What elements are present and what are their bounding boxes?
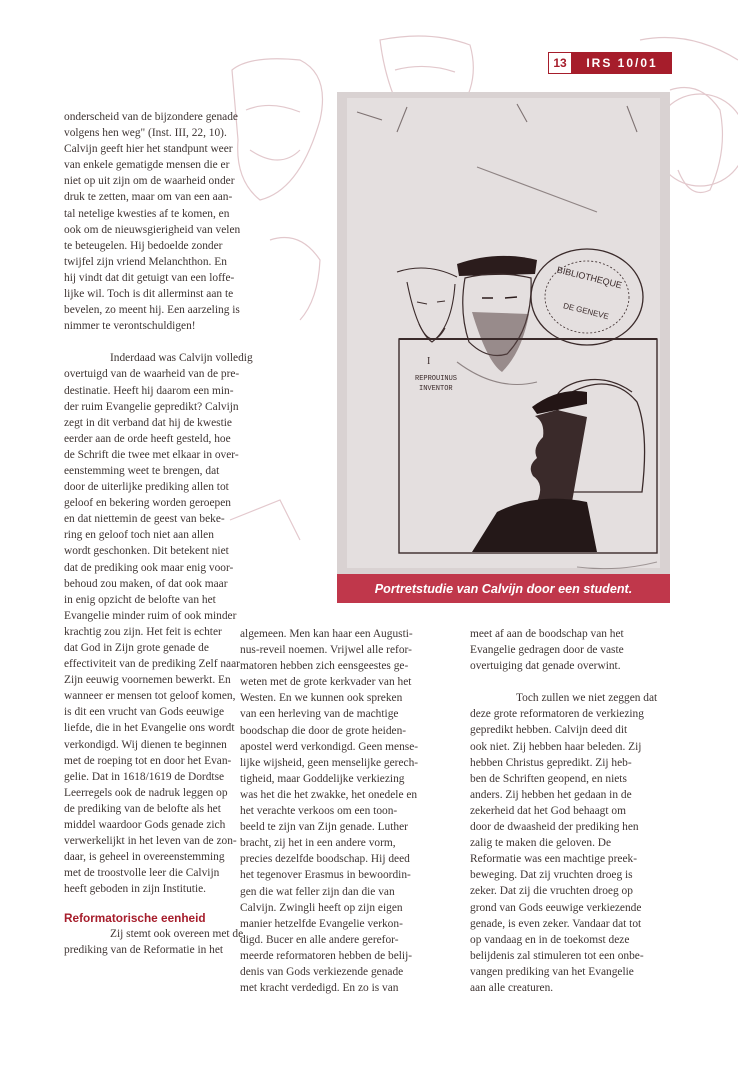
text-line: precies dezelfde boodschap. Hij deed [240, 853, 410, 866]
text-line: nimmer te verontschuldigen! [64, 320, 196, 333]
text-line: daar, is geheel in overeenstemming [64, 851, 225, 864]
text-line: weten met de grote kerkvader van het [240, 676, 412, 689]
text-line: dat de prediking ook maar enig voor- [64, 561, 234, 574]
roman-numeral: I [427, 356, 431, 367]
text-line: Zijn eeuwig voornemen bewerkt. En [64, 674, 231, 687]
text-line: volgens hen weg" (Inst. III, 22, 10). [64, 127, 227, 140]
text-line: was het die het zwakke, het onedele en [240, 788, 418, 801]
text-line: door de dwaasheid der prediking hen [470, 821, 639, 834]
text-line: belijdenis zal stimuleren tot een onbe- [470, 949, 644, 962]
text-line: meerde reformatoren hebben de belij- [240, 949, 413, 962]
text-line: digd. Bucer en alle andere gerefor- [240, 933, 399, 946]
text-line: Calvijn. Zwingli heeft op zijn eigen [240, 901, 403, 914]
issue-label: IRS 10/01 [572, 52, 672, 74]
text-line: grond van Gods eeuwige verkiezende [470, 901, 642, 914]
text-column-3 [470, 626, 675, 996]
text-line: matoren hebben zich eensgeestes ge- [240, 660, 409, 673]
text-line: Zij stemt ook overeen met de [110, 927, 244, 940]
text-line: gen die wat feller zijn dan die van [240, 885, 395, 898]
text-line: der ruim Evangelie gepredikt? Calvijn [64, 400, 239, 413]
text-line: hij vindt dat dit getuigt van een loffe- [64, 271, 235, 284]
text-line: ook niet. Zij hebben haar beleden. Zij [470, 740, 642, 753]
text-line: van een herleving van de machtige [240, 708, 399, 721]
text-line: Leerregels ook de nadruk leggen op [64, 786, 228, 799]
text-line: het verachte verkoos om een toon- [240, 805, 398, 818]
stamp-line-2: DE GENEVE [562, 301, 610, 322]
text-line: te beteugelen. Hij bedoelde zonder [64, 239, 223, 252]
text-line: door de uiterlijke prediking allen tot [64, 481, 229, 494]
text-line: eerder aan de orde heeft gesteld, hoe [64, 432, 231, 445]
text-line: prediking van de Reformatie in het [64, 943, 224, 956]
text-line: druk te zetten, maar om van een aan- [64, 191, 233, 204]
text-line: wanneer er mensen tot geloof komen, [64, 690, 236, 703]
text-line: gepredikt hebben. Calvijn deed dit [470, 724, 628, 737]
text-line: dat God in Zijn grote genade de [64, 642, 209, 654]
text-line: in enig opzicht de belofte van het [64, 593, 216, 606]
page-number: 13 [548, 52, 572, 74]
caption-text: Portretstudie van Calvijn door een student. [374, 581, 633, 596]
text-line: overtuiging dat genade overwint. [470, 660, 621, 673]
text-line: zekerheid dat het God behaagt om [470, 804, 626, 817]
text-line: niet op uit zijn om de waarheid onder [64, 175, 235, 188]
text-column-1 [64, 109, 254, 958]
text-column-2 [240, 626, 445, 996]
annotation-line-1: REPROUINUS [415, 375, 458, 383]
text-line: het tegenover Erasmus in bewoordin- [240, 869, 411, 882]
text-line: behoud zou maken, of dat ook maar [64, 577, 228, 590]
calvin-portrait-figure [337, 92, 670, 603]
text-line: onderscheid van de bijzondere genade [64, 111, 238, 123]
text-line: genade, is even zeker. Vandaar dat tot [470, 917, 642, 930]
text-line: zalig te maken die geloven. De [470, 837, 612, 850]
figure-caption [337, 574, 670, 603]
text-line: met kracht verdedigd. En zo is van [240, 982, 399, 995]
text-line: Reformatie was een machtige preek- [470, 853, 637, 866]
text-line: destinatie. Heeft hij daarom een min- [64, 384, 234, 397]
text-line: Evangelie gedragen door de vaste [470, 644, 624, 657]
text-line: deze grote reformatoren de verkiezing [470, 708, 644, 721]
text-line: middel waardoor Gods genade zich [64, 819, 226, 832]
text-line: de Schrift die twee met elkaar in over- [64, 448, 239, 461]
stamp-line-1: BIBLIOTHEQUE [555, 264, 623, 291]
text-line: lijke wil. Toch is dit allerminst aan te [64, 288, 234, 301]
text-line: hebben Christus gepredikt. Zij heb- [470, 756, 632, 769]
text-line: zeker. Dat zij die vruchten droeg op [470, 885, 633, 898]
text-line: beweging. Dat zij vruchten droeg is [470, 869, 633, 882]
text-line: op vandaag en in de toekomst deze [470, 933, 630, 946]
text-line: anders. Zij hebben het gedaan in de [470, 788, 632, 801]
text-line: verwerkelijkt in het leven van de zon- [64, 835, 237, 848]
text-line: overtuigd van de waarheid van de pre- [64, 368, 240, 381]
text-line: krachtig zou zijn. Het feit is echter [64, 625, 222, 638]
text-line: twijfel zijn vriend Melanchthon. En [64, 255, 227, 268]
text-line: apostel werd verkondigd. Geen mense- [240, 740, 419, 753]
text-line: Toch zullen we niet zeggen dat [516, 692, 658, 705]
text-line: vangen prediking van het Evangelie [470, 965, 634, 978]
text-line: Evangelie minder ruim of ook minder [64, 609, 237, 622]
text-line: heeft geboden in zijn Institutie. [64, 883, 207, 896]
text-line: ook om de nieuwsgierigheid van velen [64, 223, 241, 236]
text-line: de prediking van de belofte als het [64, 802, 221, 815]
text-line: verkondigd. Wij dienen te beginnen [64, 738, 227, 751]
text-line: Calvijn geeft hier het standpunt weer [64, 143, 233, 156]
text-line: effectiviteit van de prediking Zelf naar [64, 658, 240, 671]
text-line: lijke wijsheid, geen menselijke gerech- [240, 756, 419, 769]
text-line: bracht, zij het in een andere vorm, [240, 837, 396, 850]
text-line: nus-reveil noemen. Vrijwel alle refor- [240, 644, 412, 657]
text-line: aan alle creaturen. [470, 981, 554, 994]
text-line: geloof en bekering worden geroepen [64, 497, 231, 510]
text-line: ben de Schriften geopend, en niets [470, 772, 627, 785]
text-line: Inderdaad was Calvijn volledig [110, 352, 253, 365]
text-line: ring en geloof toch niet aan allen [64, 529, 214, 542]
text-line: denis van Gods verkiezende genade [240, 965, 404, 978]
text-line: eenstemming weet te brengen, dat [64, 464, 220, 477]
text-line: met de roeping tot en door het Evan- [64, 754, 232, 767]
text-line: beeld te zijn van Zijn genade. Luther [240, 821, 408, 834]
text-line: liefde, die in het Evangelie ons wordt [64, 722, 235, 735]
text-line: tigheid, maar Goddelijke verkiezing [240, 772, 405, 785]
text-line: boodschap die door de grote heiden- [240, 724, 407, 737]
section-subheading: Reformatorische eenheid [64, 910, 206, 925]
text-line: algemeen. Men kan haar een Augusti- [240, 628, 413, 640]
page-header [548, 52, 672, 74]
text-line: gelie. Dat in 1618/1619 de Dordtse [64, 770, 225, 783]
text-line: en dat niettemin de geest van beke- [64, 513, 225, 526]
text-line: zegt in dit verband dat hij de kwestie [64, 416, 232, 429]
text-line: wordt geschonken. Dit betekent niet [64, 545, 229, 558]
annotation-line-2: INVENTOR [419, 385, 453, 393]
text-line: meet af aan de boodschap van het [470, 628, 624, 640]
text-line: van enkele gematigde mensen die er [64, 159, 230, 172]
text-line: is dit een vrucht van Gods eeuwige [64, 706, 225, 719]
text-line: manier hetzelfde Evangelie verkon- [240, 917, 403, 930]
text-line: tal netelige kwesties af te komen, en [64, 207, 230, 220]
text-line: met de troostvolle leer die Calvijn [64, 867, 220, 880]
text-line: bevelen, zo meent hij. Een aarzeling is [64, 304, 240, 317]
text-line: Westen. En we kunnen ook spreken [240, 692, 403, 705]
